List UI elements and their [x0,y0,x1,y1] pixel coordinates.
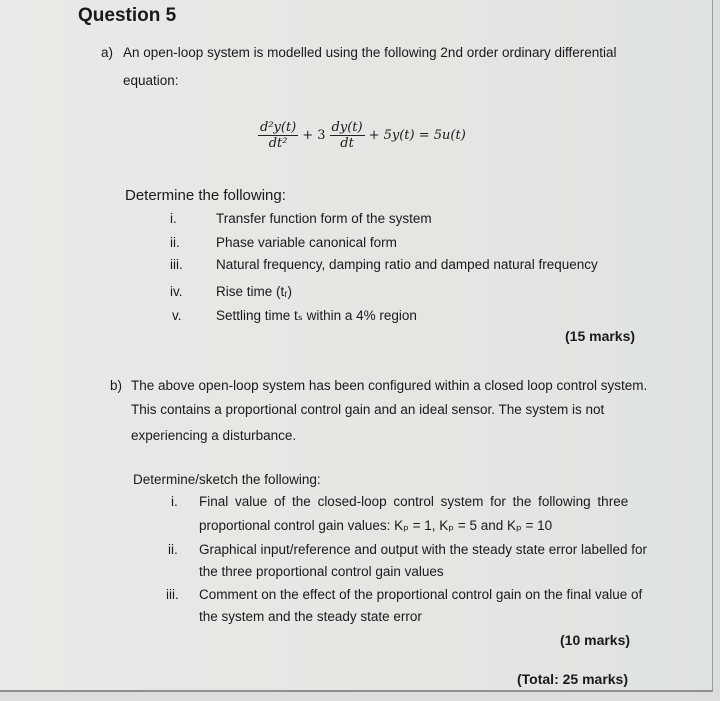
item-num: iii. [170,257,183,272]
eq-term1-num: d²y(t) [260,120,297,135]
part-a-label: a) [101,45,114,60]
part-a-intro-1: An open-loop system is modelled using the following 2nd order ordinary differential [123,45,617,60]
eq-term2-den: dt [340,136,354,151]
item-text: the system and the steady state error [199,609,422,624]
part-b-determine: Determine/sketch the following: [133,472,321,487]
item-num: ii. [170,235,180,250]
item-text: Transfer function form of the system [216,211,432,226]
item-num: iii. [166,587,179,602]
part-a-determine: Determine the following: [125,187,286,204]
item-text: Phase variable canonical form [216,235,397,250]
item-text: Natural frequency, damping ratio and damped natural frequency [216,257,598,272]
eq-coef: + 3 [302,128,326,143]
item-num: i. [171,494,178,509]
item-text: Graphical input/reference and output with the steady state error labelled for [199,542,648,557]
item-num: i. [170,211,177,226]
eq-term2-num: dy(t) [331,120,363,135]
eq-rest: + 5y(t) = 5u(t) [368,128,466,143]
part-a-intro-2: equation: [123,73,179,88]
item-num: iv. [170,284,183,299]
part-b-line: experiencing a disturbance. [131,428,297,443]
item-text: Rise time (tᵣ) [216,284,292,299]
item-text: Final value of the closed-loop control system for the following three [199,494,629,509]
part-b-line: This contains a proportional control gain and an ideal sensor. The system is not [131,402,605,417]
part-b-marks: (10 marks) [560,632,631,648]
item-text: Settling time tₛ within a 4% region [216,308,417,323]
item-num: v. [172,308,182,323]
item-text: proportional control gain values: Kₚ = 1, Kₚ = 5 and Kₚ = 10 [199,518,553,533]
total-marks: (Total: 25 marks) [517,671,628,687]
question-title: Question 5 [78,5,177,26]
item-text: the three proportional control gain values [199,564,444,579]
part-a-marks: (15 marks) [565,328,636,344]
item-text: Comment on the effect of the proportional control gain on the final value of [199,587,643,602]
part-b-label: b) [110,378,123,393]
part-b-line: The above open-loop system has been configured within a closed loop control system. [131,378,648,393]
differential-equation [258,120,466,151]
item-num: ii. [168,542,178,557]
eq-term1-den: dt² [268,136,288,151]
